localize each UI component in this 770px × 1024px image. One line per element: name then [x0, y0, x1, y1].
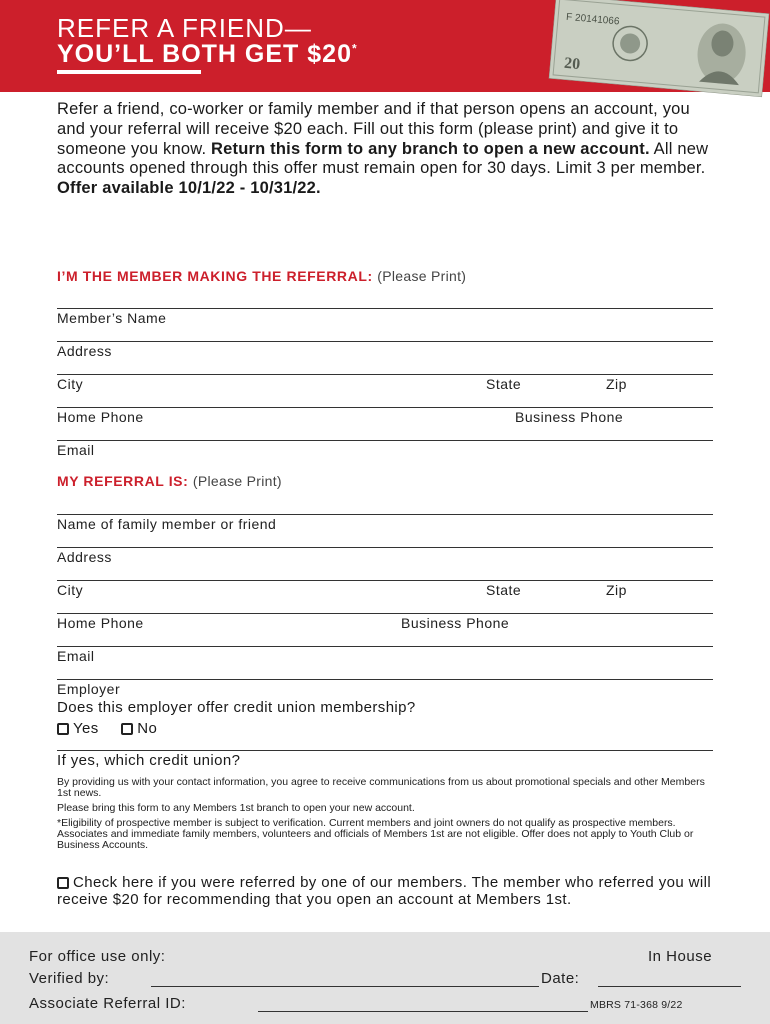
member-section-heading: I’M THE MEMBER MAKING THE REFERRAL:	[57, 268, 373, 284]
intro-text-2: All new accounts opened through this offer must remain open for 30 days. Limit 3 per member.	[57, 139, 709, 178]
no-option[interactable]	[121, 720, 157, 737]
bill-denomination: 20	[563, 54, 581, 74]
associate-referral-id-line[interactable]	[258, 1011, 588, 1012]
referral-address-line[interactable]	[57, 547, 713, 548]
yes-no-options	[57, 720, 157, 737]
yes-label: Yes	[73, 720, 99, 737]
member-address-label: Address	[57, 343, 112, 359]
fine-print-bring-form: Please bring this form to any Members 1st branch to open your new account.	[57, 802, 415, 814]
in-house-label: In House	[648, 948, 713, 965]
referral-name-label: Name of family member or friend	[57, 516, 277, 532]
title-line-2	[57, 40, 358, 69]
no-label: No	[137, 720, 158, 737]
referral-email-label: Email	[57, 648, 95, 664]
twenty-dollar-bill-image	[549, 0, 770, 97]
referral-print-note: (Please Print)	[192, 473, 282, 489]
form-code: MBRS 71-368 9/22	[590, 999, 683, 1011]
referral-section-heading: MY REFERRAL IS:	[57, 473, 189, 489]
title-line-1: REFER A FRIEND—	[57, 13, 312, 43]
header-banner	[0, 0, 770, 92]
referral-zip-label: Zip	[606, 582, 627, 598]
title-asterisk: *	[351, 41, 358, 56]
member-email-label: Email	[57, 442, 95, 458]
member-name-label: Member’s Name	[57, 310, 167, 326]
member-city-label: City	[57, 376, 84, 392]
bill-serial: F 20141066	[565, 11, 620, 28]
member-name-line[interactable]	[57, 308, 713, 309]
which-cu-line[interactable]	[57, 750, 713, 751]
yes-option[interactable]	[57, 720, 99, 737]
referral-phone-line[interactable]	[57, 613, 713, 614]
member-address-line[interactable]	[57, 341, 713, 342]
title-line-2-text: YOU’LL BOTH GET $20	[57, 40, 352, 68]
member-phone-line[interactable]	[57, 407, 713, 408]
office-use-panel	[0, 932, 770, 1024]
member-state-label: State	[486, 376, 522, 392]
employer-cu-question: Does this employer offer credit union membership?	[57, 699, 416, 716]
referral-name-line[interactable]	[57, 514, 713, 515]
member-print-note: (Please Print)	[377, 268, 467, 284]
office-use-title: For office use only:	[29, 948, 166, 965]
referred-by-member-option	[57, 875, 717, 908]
referral-city-label: City	[57, 582, 84, 598]
member-zip-label: Zip	[606, 376, 627, 392]
member-email-line[interactable]	[57, 440, 713, 441]
referral-state-label: State	[486, 582, 522, 598]
which-cu-label: If yes, which credit union?	[57, 752, 241, 769]
referral-business-phone-label: Business Phone	[401, 615, 510, 631]
associate-referral-id-label: Associate Referral ID:	[29, 995, 186, 1012]
offer-dates: Offer available 10/1/22 - 10/31/22.	[57, 179, 321, 198]
intro-paragraph	[57, 100, 717, 199]
fine-print-eligibility: *Eligibility of prospective member is subject to verification. Current members and joint owners do not qualify as prospective members. Associates and immediate family members, volunteers and officials of Members 1st are not eligible. Offer does not apply to Youth Club or Business Accounts.	[57, 817, 694, 851]
referred-by-member-checkbox[interactable]	[57, 877, 69, 889]
referred-by-member-text: Check here if you were referred by one of our members. The member who referred you will receive $20 for recommending that you open an account at Members 1st.	[57, 874, 712, 908]
referral-section-title	[57, 473, 282, 489]
yes-checkbox[interactable]	[57, 723, 69, 735]
referral-employer-label: Employer	[57, 681, 121, 697]
referral-address-label: Address	[57, 549, 112, 565]
date-label: Date:	[541, 970, 580, 987]
referral-employer-line[interactable]	[57, 679, 713, 680]
member-city-line[interactable]	[57, 374, 713, 375]
fine-print-consent: By providing us with your contact information, you agree to receive communications from us about promotional specials and other Members 1st news.	[57, 776, 705, 799]
verified-by-label: Verified by:	[29, 970, 110, 987]
date-line[interactable]	[598, 986, 741, 987]
referral-email-line[interactable]	[57, 646, 713, 647]
title-underline	[57, 70, 201, 74]
no-checkbox[interactable]	[121, 723, 133, 735]
verified-by-line[interactable]	[151, 986, 539, 987]
referral-city-line[interactable]	[57, 580, 713, 581]
intro-bold-instruction: Return this form to any branch to open a new account.	[211, 139, 650, 158]
member-business-phone-label: Business Phone	[515, 409, 624, 425]
referral-home-phone-label: Home Phone	[57, 615, 144, 631]
intro-text-1: Refer a friend, co-worker or family member and if that person opens an account, you and your referral will receive $20 each. Fill out this form (please print) and give it to someone you know.	[57, 100, 690, 158]
member-home-phone-label: Home Phone	[57, 409, 144, 425]
member-section-title	[57, 268, 466, 284]
